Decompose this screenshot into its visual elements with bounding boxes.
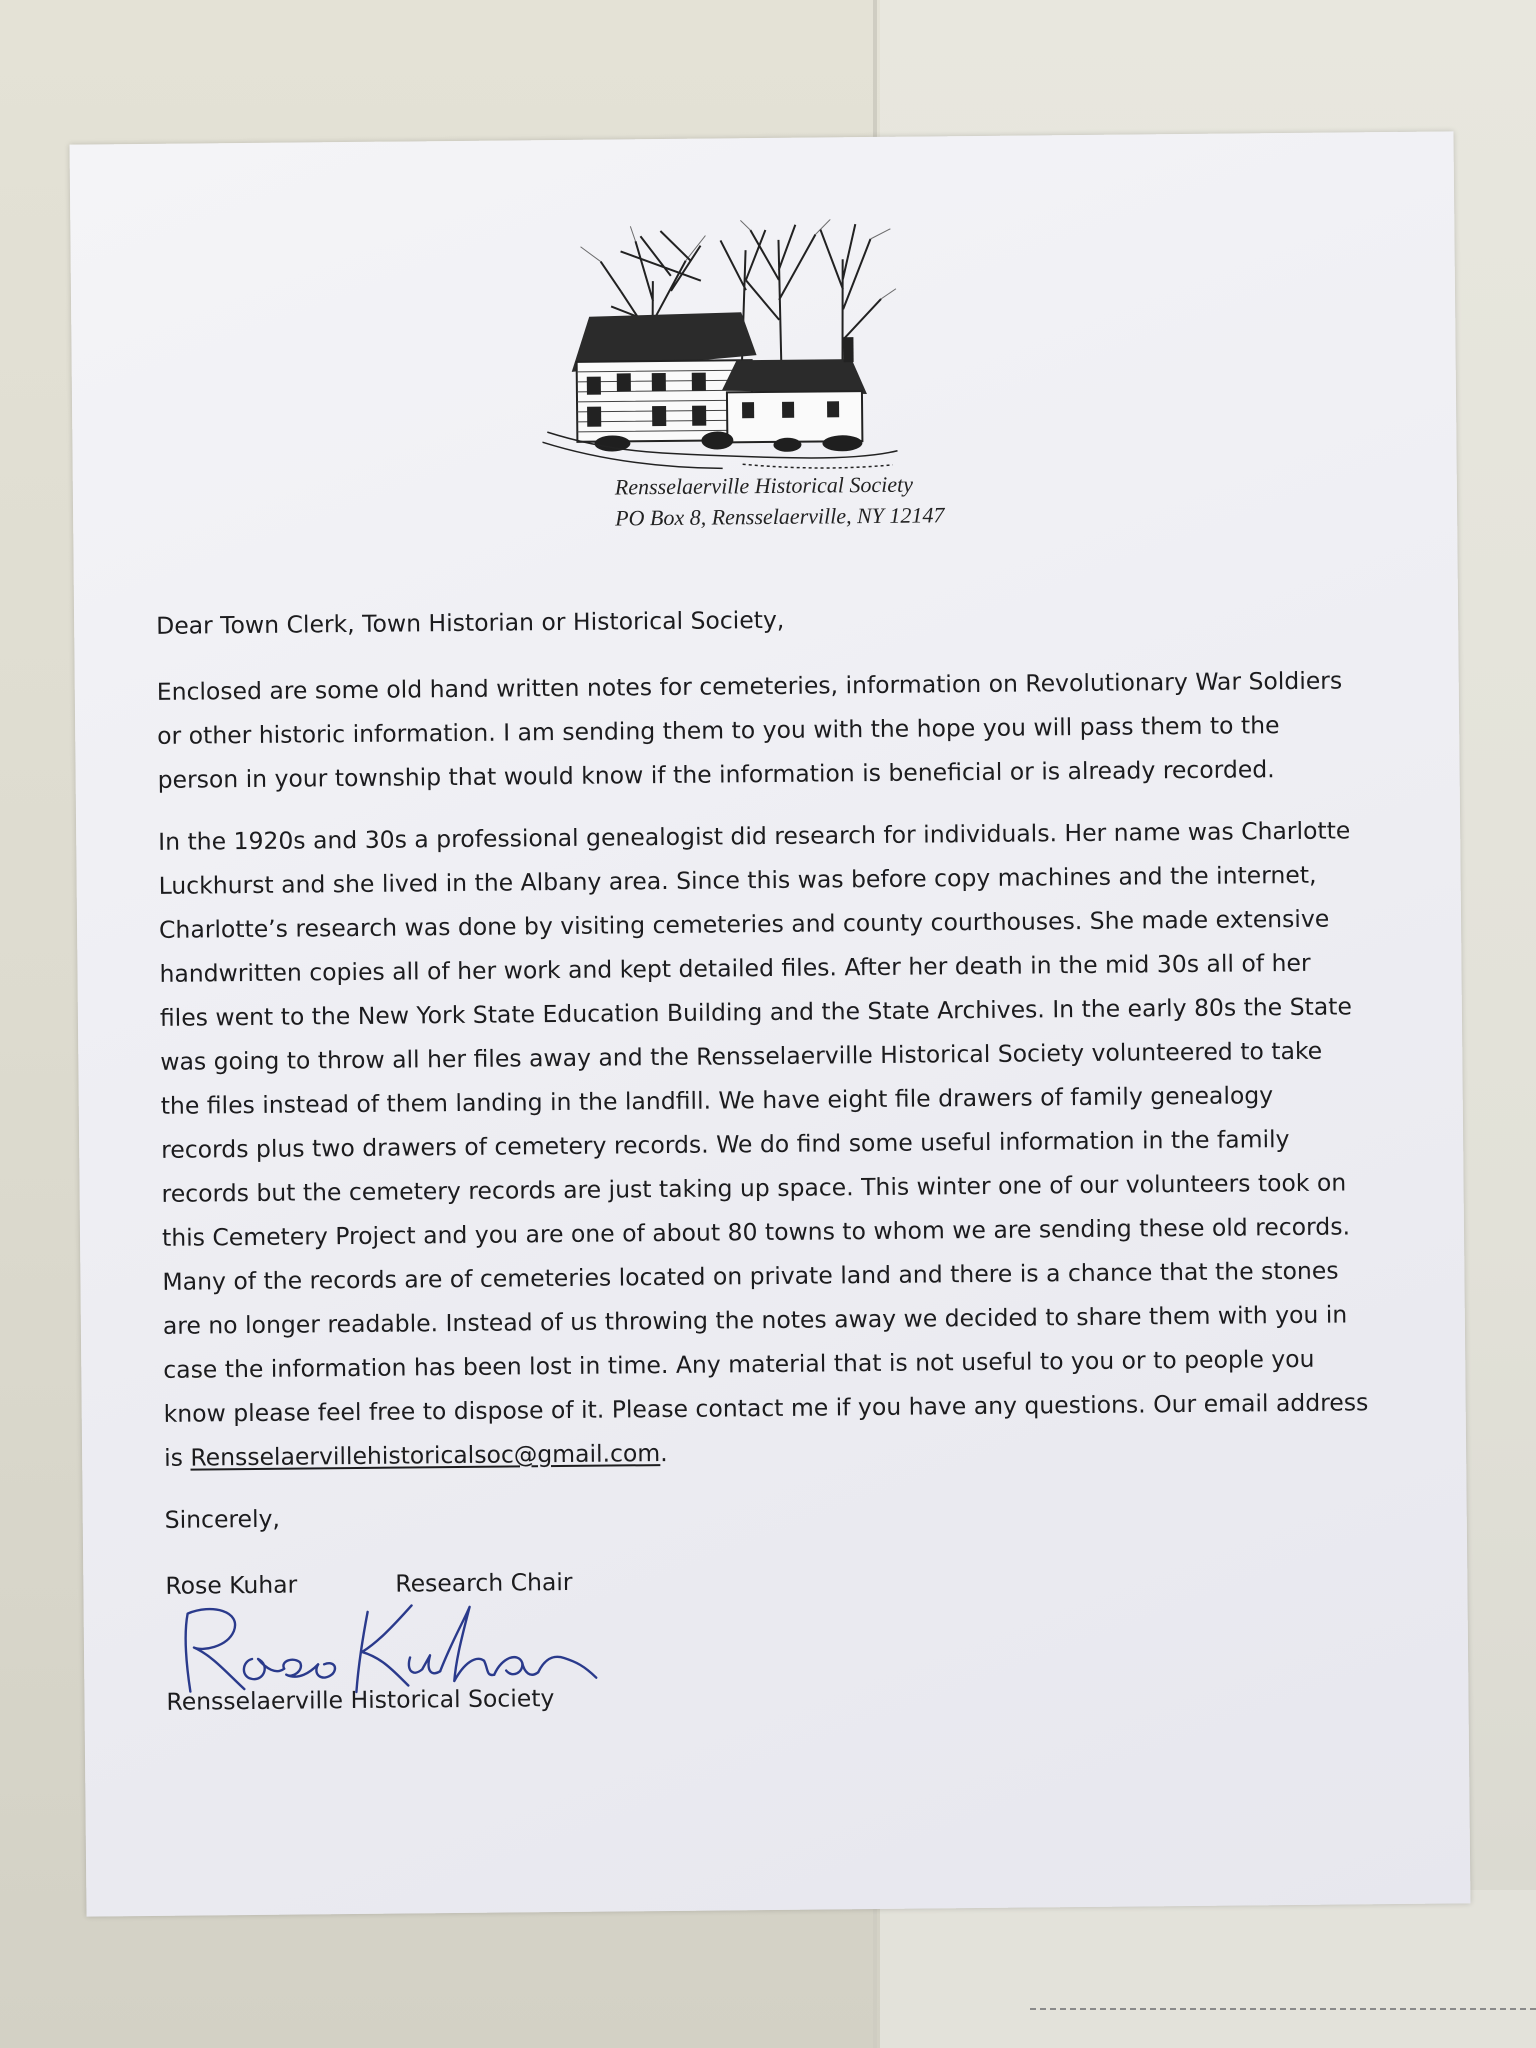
signer-organization: Rensselaerville Historical Society <box>166 1684 555 1716</box>
letterhead-address: PO Box 8, Rensselaerville, NY 12147 <box>615 502 945 531</box>
signer-row <box>165 1552 1370 1608</box>
underlying-paper <box>880 1890 1536 2048</box>
salutation: Dear Town Clerk, Town Historian or Historical Society, <box>156 605 785 640</box>
letter-body <box>156 592 1372 1724</box>
historic-house-logo-icon <box>540 219 902 472</box>
paragraph-1: Enclosed are some old hand written notes for cemeteries, information on Revolutionary War Soldiers or other historic information. I am sending them to you with the hope you will pass them to the person in your township that would know if the information is beneficial or is already recorded. <box>156 666 1343 794</box>
paragraph-2-period: . <box>660 1439 668 1468</box>
email-link[interactable]: Rensselaervillehistoricalsoc@gmail.com <box>190 1439 661 1472</box>
letter-page <box>70 131 1471 1916</box>
paragraph-2-text: In the 1920s and 30s a professional genealogist did research for individuals. Her name was Charlotte Luckhurst and she lived in the Albany area. Since this was before copy machines and the internet, Charlotte’s research was done by visiting cemeteries and county courthouses. She made extensive handwritten copies all of her work and kept detailed files. After her death in the mid 30s all of her files went to the New York State Education Building and the State Archives. In the early 80s the State was going to throw all her files away and the Rensselaerville Historical Society volunteered to take the files instead of them landing in the landfill. We have eight file drawers of family genealogy records plus two drawers of cemetery records. We do find some useful information in the family records but the cemetery records are just taking up space. This winter one of our volunteers took on this Cemetery Project and you are one of about 80 towns to whom we are sending these old records. Many of the records are of cemeteries located on private land and there is a chance that the stones are no longer readable. Instead of us throwing the notes away we decided to share them with you in case the information has been lost in time. Any material that is not useful to you or to people you know please feel free to dispose of it. Please contact me if you have any questions. Our email address is <box>158 816 1369 1472</box>
closing: Sincerely, <box>164 1504 281 1534</box>
paragraph-2 <box>158 808 1369 1480</box>
letterhead-org-name: Rensselaerville Historical Society <box>614 471 914 500</box>
perforation-line <box>1030 2008 1536 2010</box>
signer-name: Rose Kuhar <box>165 1570 298 1600</box>
letterhead <box>530 218 945 534</box>
signer-title: Research Chair <box>395 1567 573 1598</box>
